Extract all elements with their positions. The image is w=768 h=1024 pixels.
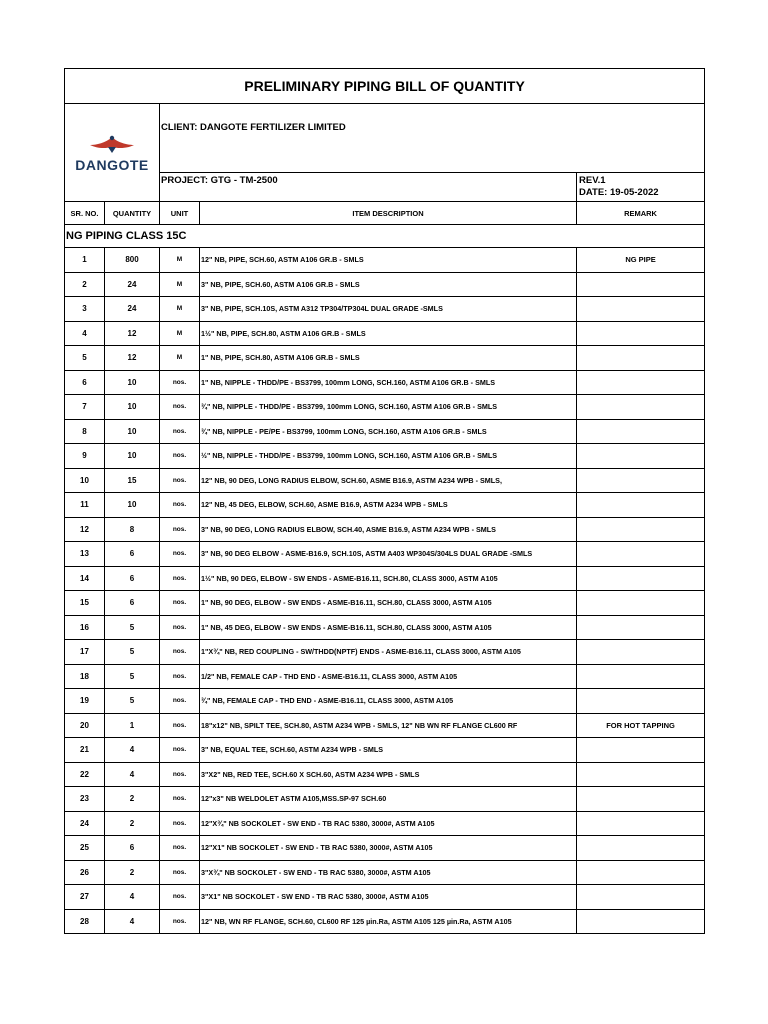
row-remark: [577, 811, 705, 836]
row-sr-no: 20: [65, 713, 105, 738]
row-remark: [577, 762, 705, 787]
table-row: [65, 566, 705, 591]
table-row: [65, 346, 705, 371]
row-quantity: 5: [105, 640, 160, 665]
section-title: NG PIPING CLASS 15C: [65, 225, 705, 248]
row-remark: [577, 542, 705, 567]
row-remark: [577, 346, 705, 371]
row-sr-no: 24: [65, 811, 105, 836]
row-sr-no: 11: [65, 493, 105, 518]
table-row: [65, 640, 705, 665]
row-sr-no: 9: [65, 444, 105, 469]
row-sr-no: 8: [65, 419, 105, 444]
row-unit: nos.: [160, 664, 200, 689]
row-item-description: 1" NB, 45 DEG, ELBOW - SW ENDS - ASME-B16.11, SCH.80, CLASS 3000, ASTM A105: [200, 615, 577, 640]
table-row: [65, 542, 705, 567]
row-remark: [577, 689, 705, 714]
row-unit: M: [160, 321, 200, 346]
row-sr-no: 10: [65, 468, 105, 493]
row-remark: [577, 272, 705, 297]
table-row: [65, 591, 705, 616]
row-item-description: ¾" NB, NIPPLE - THDD/PE - BS3799, 100mm LONG, SCH.160, ASTM A106 GR.B - SMLS: [200, 395, 577, 420]
row-item-description: 12"X1" NB SOCKOLET - SW END - TB RAC 5380, 3000#, ASTM A105: [200, 836, 577, 861]
row-item-description: 12"X¾" NB SOCKOLET - SW END - TB RAC 5380, 3000#, ASTM A105: [200, 811, 577, 836]
table-row: [65, 444, 705, 469]
row-item-description: 3" NB, PIPE, SCH.60, ASTM A106 GR.B - SMLS: [200, 272, 577, 297]
row-item-description: 12"x3" NB WELDOLET ASTM A105,MSS.SP-97 SCH.60: [200, 787, 577, 812]
row-item-description: 3" NB, 90 DEG ELBOW - ASME-B16.9, SCH.10S, ASTM A403 WP304S/304LS DUAL GRADE -SMLS: [200, 542, 577, 567]
row-remark: [577, 787, 705, 812]
table-row: [65, 321, 705, 346]
row-unit: nos.: [160, 566, 200, 591]
row-quantity: 2: [105, 787, 160, 812]
header-quantity: QUANTITY: [105, 202, 160, 225]
table-row: [65, 615, 705, 640]
eagle-icon: [88, 133, 136, 155]
table-row: [65, 713, 705, 738]
row-sr-no: 12: [65, 517, 105, 542]
table-row: [65, 762, 705, 787]
row-sr-no: 15: [65, 591, 105, 616]
row-unit: nos.: [160, 444, 200, 469]
row-remark: [577, 615, 705, 640]
header-remark: REMARK: [577, 202, 705, 225]
row-remark: [577, 297, 705, 322]
table-row: [65, 689, 705, 714]
row-remark: [577, 836, 705, 861]
table-row: [65, 370, 705, 395]
row-item-description: 1" NB, NIPPLE - THDD/PE - BS3799, 100mm LONG, SCH.160, ASTM A106 GR.B - SMLS: [200, 370, 577, 395]
row-quantity: 24: [105, 297, 160, 322]
row-sr-no: 22: [65, 762, 105, 787]
row-item-description: 3" NB, 90 DEG, LONG RADIUS ELBOW, SCH.40, ASME B16.9, ASTM A234 WPB - SMLS: [200, 517, 577, 542]
row-item-description: 1½" NB, PIPE, SCH.80, ASTM A106 GR.B - SMLS: [200, 321, 577, 346]
row-remark: [577, 370, 705, 395]
row-unit: M: [160, 346, 200, 371]
row-remark: [577, 738, 705, 763]
row-quantity: 5: [105, 615, 160, 640]
row-unit: nos.: [160, 517, 200, 542]
row-quantity: 4: [105, 738, 160, 763]
row-unit: M: [160, 248, 200, 273]
row-quantity: 4: [105, 885, 160, 910]
row-quantity: 5: [105, 664, 160, 689]
table-row: [65, 909, 705, 934]
row-item-description: 18"x12" NB, SPILT TEE, SCH.80, ASTM A234 WPB - SMLS, 12" NB WN RF FLANGE CL600 RF: [200, 713, 577, 738]
row-unit: nos.: [160, 591, 200, 616]
row-quantity: 6: [105, 591, 160, 616]
client-name: CLIENT: DANGOTE FERTILIZER LIMITED: [160, 104, 705, 173]
table-row: [65, 272, 705, 297]
row-unit: nos.: [160, 836, 200, 861]
table-row: [65, 248, 705, 273]
boq-table: [64, 68, 705, 934]
row-quantity: 10: [105, 444, 160, 469]
row-unit: M: [160, 297, 200, 322]
row-remark: FOR HOT TAPPING: [577, 713, 705, 738]
row-item-description: 3" NB, PIPE, SCH.10S, ASTM A312 TP304/TP304L DUAL GRADE -SMLS: [200, 297, 577, 322]
row-remark: [577, 664, 705, 689]
column-header-row: [65, 202, 705, 225]
row-unit: nos.: [160, 860, 200, 885]
row-item-description: 3"X1" NB SOCKOLET - SW END - TB RAC 5380, 3000#, ASTM A105: [200, 885, 577, 910]
table-row: [65, 885, 705, 910]
row-unit: nos.: [160, 468, 200, 493]
row-remark: [577, 419, 705, 444]
row-quantity: 800: [105, 248, 160, 273]
row-quantity: 4: [105, 909, 160, 934]
row-item-description: ½" NB, NIPPLE - THDD/PE - BS3799, 100mm LONG, SCH.160, ASTM A106 GR.B - SMLS: [200, 444, 577, 469]
table-row: [65, 811, 705, 836]
boq-sheet: [64, 68, 704, 934]
row-quantity: 10: [105, 395, 160, 420]
row-sr-no: 18: [65, 664, 105, 689]
row-sr-no: 5: [65, 346, 105, 371]
row-quantity: 10: [105, 493, 160, 518]
row-remark: [577, 591, 705, 616]
row-quantity: 6: [105, 566, 160, 591]
row-item-description: 1" NB, 90 DEG, ELBOW - SW ENDS - ASME-B16.11, SCH.80, CLASS 3000, ASTM A105: [200, 591, 577, 616]
row-sr-no: 27: [65, 885, 105, 910]
row-remark: [577, 860, 705, 885]
row-unit: nos.: [160, 738, 200, 763]
row-quantity: 2: [105, 860, 160, 885]
row-remark: [577, 468, 705, 493]
row-quantity: 10: [105, 419, 160, 444]
row-quantity: 2: [105, 811, 160, 836]
row-unit: nos.: [160, 689, 200, 714]
row-item-description: 3" NB, EQUAL TEE, SCH.60, ASTM A234 WPB - SMLS: [200, 738, 577, 763]
revision-label: REV.1: [579, 175, 606, 186]
row-item-description: 1" NB, PIPE, SCH.80, ASTM A106 GR.B - SMLS: [200, 346, 577, 371]
row-unit: nos.: [160, 370, 200, 395]
table-row: [65, 738, 705, 763]
table-row: [65, 860, 705, 885]
row-unit: nos.: [160, 640, 200, 665]
row-unit: nos.: [160, 787, 200, 812]
row-remark: [577, 321, 705, 346]
row-sr-no: 3: [65, 297, 105, 322]
table-row: [65, 297, 705, 322]
row-unit: nos.: [160, 615, 200, 640]
row-unit: nos.: [160, 762, 200, 787]
company-logo: [65, 104, 160, 202]
row-remark: NG PIPE: [577, 248, 705, 273]
row-remark: [577, 493, 705, 518]
row-quantity: 15: [105, 468, 160, 493]
row-quantity: 6: [105, 836, 160, 861]
row-remark: [577, 640, 705, 665]
row-unit: M: [160, 272, 200, 297]
row-unit: nos.: [160, 493, 200, 518]
table-row: [65, 517, 705, 542]
row-item-description: ¾" NB, FEMALE CAP - THD END - ASME-B16.11, CLASS 3000, ASTM A105: [200, 689, 577, 714]
header-unit: UNIT: [160, 202, 200, 225]
header-sr-no: SR. NO.: [65, 202, 105, 225]
row-unit: nos.: [160, 419, 200, 444]
date-label: DATE: 19-05-2022: [579, 187, 659, 198]
row-unit: nos.: [160, 909, 200, 934]
row-sr-no: 25: [65, 836, 105, 861]
row-sr-no: 13: [65, 542, 105, 567]
table-row: [65, 419, 705, 444]
row-item-description: 3"X2" NB, RED TEE, SCH.60 X SCH.60, ASTM A234 WPB - SMLS: [200, 762, 577, 787]
row-quantity: 6: [105, 542, 160, 567]
table-row: [65, 787, 705, 812]
document-title: PRELIMINARY PIPING BILL OF QUANTITY: [65, 69, 705, 104]
row-quantity: 12: [105, 346, 160, 371]
row-sr-no: 4: [65, 321, 105, 346]
table-row: [65, 664, 705, 689]
row-remark: [577, 517, 705, 542]
row-item-description: ¾" NB, NIPPLE - PE/PE - BS3799, 100mm LONG, SCH.160, ASTM A106 GR.B - SMLS: [200, 419, 577, 444]
row-unit: nos.: [160, 542, 200, 567]
table-row: [65, 395, 705, 420]
row-sr-no: 6: [65, 370, 105, 395]
row-sr-no: 16: [65, 615, 105, 640]
row-item-description: 3"X¾" NB SOCKOLET - SW END - TB RAC 5380, 3000#, ASTM A105: [200, 860, 577, 885]
row-item-description: 12" NB, 45 DEG, ELBOW, SCH.60, ASME B16.9, ASTM A234 WPB - SMLS: [200, 493, 577, 518]
row-sr-no: 28: [65, 909, 105, 934]
row-sr-no: 1: [65, 248, 105, 273]
row-quantity: 5: [105, 689, 160, 714]
row-sr-no: 14: [65, 566, 105, 591]
row-unit: nos.: [160, 811, 200, 836]
row-item-description: 12" NB, PIPE, SCH.60, ASTM A106 GR.B - SMLS: [200, 248, 577, 273]
row-sr-no: 2: [65, 272, 105, 297]
row-remark: [577, 909, 705, 934]
row-sr-no: 7: [65, 395, 105, 420]
logo-text: DANGOTE: [75, 156, 149, 173]
row-remark: [577, 885, 705, 910]
row-quantity: 4: [105, 762, 160, 787]
row-item-description: 12" NB, WN RF FLANGE, SCH.60, CL600 RF 125 µin.Ra, ASTM A105 125 µin.Ra, ASTM A105: [200, 909, 577, 934]
row-quantity: 12: [105, 321, 160, 346]
row-unit: nos.: [160, 395, 200, 420]
row-item-description: 12" NB, 90 DEG, LONG RADIUS ELBOW, SCH.60, ASME B16.9, ASTM A234 WPB - SMLS,: [200, 468, 577, 493]
row-unit: nos.: [160, 713, 200, 738]
revision-block: [577, 173, 705, 202]
row-quantity: 8: [105, 517, 160, 542]
row-remark: [577, 395, 705, 420]
row-sr-no: 17: [65, 640, 105, 665]
header-item-description: ITEM DESCRIPTION: [200, 202, 577, 225]
row-item-description: 1"X¾" NB, RED COUPLING - SW/THDD(NPTF) ENDS - ASME-B16.11, CLASS 3000, ASTM A105: [200, 640, 577, 665]
row-remark: [577, 444, 705, 469]
table-row: [65, 493, 705, 518]
table-row: [65, 468, 705, 493]
row-item-description: 1½" NB, 90 DEG, ELBOW - SW ENDS - ASME-B16.11, SCH.80, CLASS 3000, ASTM A105: [200, 566, 577, 591]
table-row: [65, 836, 705, 861]
row-remark: [577, 566, 705, 591]
row-sr-no: 21: [65, 738, 105, 763]
row-quantity: 24: [105, 272, 160, 297]
row-unit: nos.: [160, 885, 200, 910]
row-quantity: 10: [105, 370, 160, 395]
row-quantity: 1: [105, 713, 160, 738]
project-name: PROJECT: GTG - TM-2500: [160, 173, 577, 202]
row-item-description: 1/2" NB, FEMALE CAP - THD END - ASME-B16.11, CLASS 3000, ASTM A105: [200, 664, 577, 689]
row-sr-no: 23: [65, 787, 105, 812]
row-sr-no: 19: [65, 689, 105, 714]
row-sr-no: 26: [65, 860, 105, 885]
